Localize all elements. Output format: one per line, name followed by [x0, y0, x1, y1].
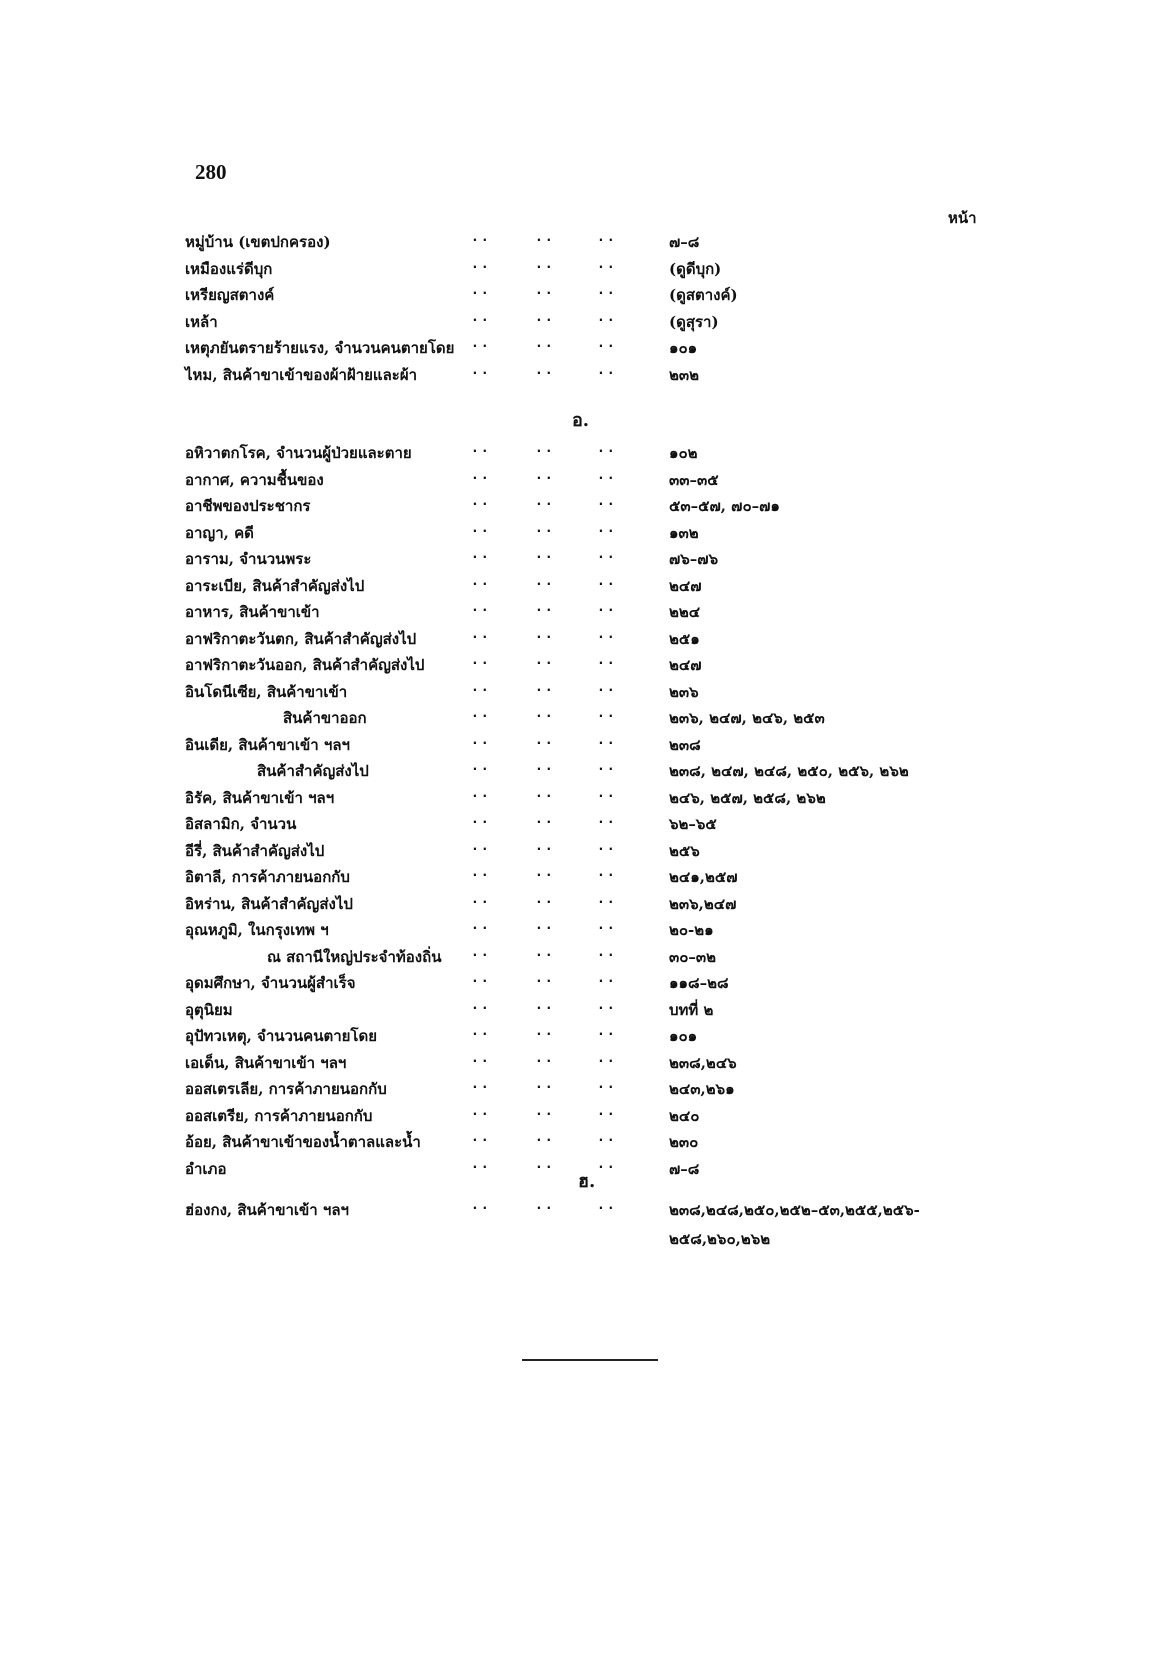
- index-entry: [185, 680, 1005, 704]
- page-ref: ๒๓๒: [669, 365, 700, 384]
- page-ref: ๑๑๘–๒๘: [669, 974, 729, 992]
- entry-label: อหิวาตกโรค, จำนวนผู้ป่วยและตาย: [185, 444, 412, 462]
- page-ref: ๒๔๓,๒๖๑: [669, 1080, 735, 1098]
- dot-leader: ..: [471, 256, 491, 272]
- dot-leader: ..: [597, 653, 617, 668]
- dot-leader: ..: [597, 600, 617, 615]
- page-ref: ๒๓๖: [669, 682, 699, 701]
- dot-leader: ..: [597, 1156, 617, 1172]
- page-ref: ๒๓๘: [669, 735, 701, 754]
- dot-leader: ..: [597, 1050, 617, 1066]
- page-ref: ๑๐๒: [669, 444, 698, 462]
- dot-leader: ..: [535, 838, 555, 854]
- dot-leader: ..: [471, 230, 491, 245]
- page-ref: (ดูสตางค์): [669, 286, 738, 304]
- dot-leader: ..: [535, 573, 555, 589]
- dot-leader: ..: [471, 494, 491, 509]
- dot-leader: ..: [597, 283, 617, 298]
- dot-leader: ..: [535, 1050, 555, 1066]
- dot-leader: ..: [471, 1077, 491, 1092]
- dot-leader: ..: [535, 1156, 555, 1172]
- index-entry: [185, 521, 1005, 545]
- dot-leader: ..: [535, 1103, 555, 1119]
- dot-leader: ..: [471, 732, 491, 748]
- index-entry: [185, 1130, 1005, 1154]
- index-entry: [185, 283, 1005, 307]
- index-entry: [185, 441, 1005, 465]
- page-ref: ๑๐๑: [669, 1027, 698, 1045]
- page-ref: ๒๔๗: [669, 576, 702, 595]
- dot-leader: ..: [597, 997, 617, 1013]
- dot-leader: ..: [535, 600, 555, 615]
- dot-leader: ..: [597, 865, 617, 880]
- dot-leader: ..: [535, 467, 555, 483]
- dot-leader: ..: [535, 256, 555, 272]
- entry-label: อำเภอ: [185, 1159, 227, 1178]
- entry-label: เหล้า: [185, 312, 218, 331]
- entry-label: เหตุภยันตรายร้ายแรง, จำนวนคนตายโดย: [185, 339, 455, 357]
- page-ref: ๒๕๑: [669, 629, 700, 648]
- page-ref: ๓๐–๓๒: [669, 947, 717, 966]
- dot-leader: ..: [535, 441, 555, 456]
- entry-label: ฮ่องกง, สินค้าขาเข้า ฯลฯ: [185, 1201, 349, 1219]
- end-rule: [522, 1359, 658, 1361]
- index-entry: [185, 468, 1005, 492]
- entry-label: อาชีพของประชากร: [185, 497, 311, 515]
- dot-leader: ..: [535, 362, 555, 378]
- entry-label: อุณหภูมิ, ในกรุงเทพ ฯ: [185, 921, 329, 939]
- page-ref: ๒๓๘,๒๔๘,๒๕๐,๒๕๒–๕๓,๒๕๕,๒๕๖-: [669, 1201, 920, 1219]
- dot-leader: ..: [597, 732, 617, 748]
- index-entry: [185, 1104, 1005, 1128]
- page-ref: บทที่ ๒: [669, 1000, 714, 1019]
- dot-leader: ..: [535, 706, 555, 721]
- dot-leader: ..: [535, 626, 555, 642]
- dot-leader: ..: [597, 1103, 617, 1119]
- dot-leader: ..: [535, 1130, 555, 1145]
- dot-leader: ..: [597, 891, 617, 907]
- entry-label: ออสเตรเลีย, การค้าภายนอกกับ: [185, 1080, 387, 1098]
- dot-leader: ..: [471, 600, 491, 615]
- dot-leader: ..: [597, 573, 617, 589]
- entry-label: อาฟริกาตะวันออก, สินค้าสำคัญส่งไป: [185, 656, 425, 674]
- dot-leader: ..: [597, 785, 617, 801]
- dot-leader: ..: [471, 362, 491, 378]
- dot-leader: ..: [597, 547, 617, 562]
- entry-label: อาฟริกาตะวันตก, สินค้าสำคัญส่งไป: [185, 629, 417, 648]
- entry-label: อิตาลี, การค้าภายนอกกับ: [185, 868, 350, 886]
- page-ref: ๒๓๘,๒๔๖: [669, 1053, 737, 1072]
- index-entry: [185, 257, 1005, 281]
- index-entry: [185, 1198, 1005, 1222]
- page-ref: (ดูดีบุก): [669, 259, 722, 278]
- dot-leader: ..: [535, 865, 555, 880]
- dot-leader: ..: [471, 283, 491, 298]
- index-entry: [185, 786, 1005, 810]
- dot-leader: ..: [471, 1198, 491, 1213]
- page-ref: ๕๓–๕๗, ๗๐–๗๑: [669, 497, 780, 515]
- page-ref: ๒๔๗: [669, 656, 702, 674]
- dot-leader: ..: [597, 1024, 617, 1039]
- dot-leader: ..: [535, 309, 555, 325]
- dot-leader: ..: [597, 918, 617, 933]
- index-entry: [185, 918, 1005, 942]
- index-entry: [185, 627, 1005, 651]
- entry-label: อ้อย, สินค้าขาเข้าของน้ำตาลและน้ำ: [185, 1133, 421, 1151]
- dot-leader: ..: [597, 1130, 617, 1145]
- entry-label: เอเด็น, สินค้าขาเข้า ฯลฯ: [185, 1053, 347, 1072]
- dot-leader: ..: [471, 467, 491, 483]
- index-entry: [185, 839, 1005, 863]
- entry-label: ไหม, สินค้าขาเข้าของผ้าฝ้ายและผ้า: [185, 365, 418, 384]
- dot-leader: ..: [471, 971, 491, 986]
- dot-leader: ..: [471, 997, 491, 1013]
- page-ref: ๒๐-๒๑: [669, 921, 714, 939]
- dot-leader: ..: [597, 706, 617, 721]
- page-ref: ๑๐๑: [669, 339, 698, 357]
- entry-label: อาญา, คดี: [185, 523, 254, 542]
- dot-leader: ..: [535, 520, 555, 536]
- entry-label: อุปัทวเหตุ, จำนวนคนตายโดย: [185, 1027, 378, 1045]
- dot-leader: ..: [471, 706, 491, 721]
- dot-leader: ..: [471, 679, 491, 695]
- dot-leader: ..: [471, 653, 491, 668]
- dot-leader: ..: [471, 1130, 491, 1145]
- dot-leader: ..: [471, 812, 491, 827]
- section-heading-o: อ.: [572, 410, 590, 431]
- dot-leader: ..: [597, 838, 617, 854]
- dot-leader: ..: [471, 891, 491, 907]
- page-ref: ๓๓–๓๕: [669, 470, 719, 489]
- page-ref: ๒๓๘, ๒๔๗, ๒๔๘, ๒๕๐, ๒๕๖, ๒๖๒: [669, 762, 909, 780]
- index-entry: [185, 547, 1005, 571]
- page-ref: ๒๓๖, ๒๔๗, ๒๔๖, ๒๕๓: [669, 709, 825, 727]
- dot-leader: ..: [535, 653, 555, 668]
- dot-leader: ..: [597, 971, 617, 986]
- dot-leader: ..: [535, 494, 555, 509]
- page-ref: ๖๒–๖๕: [669, 815, 717, 833]
- entry-label: อินเดีย, สินค้าขาเข้า ฯลฯ: [185, 735, 350, 754]
- entry-label: อิสลามิก, จำนวน: [185, 815, 297, 833]
- dot-leader: ..: [535, 1198, 555, 1213]
- entry-label: เหรียญสตางค์: [185, 286, 275, 304]
- dot-leader: ..: [597, 626, 617, 642]
- dot-leader: ..: [471, 1103, 491, 1119]
- dot-leader: ..: [597, 230, 617, 245]
- dot-leader: ..: [597, 1077, 617, 1092]
- index-entry: [185, 494, 1005, 518]
- dot-leader: ..: [471, 865, 491, 880]
- page-ref: ๒๔๑,๒๕๗: [669, 868, 738, 886]
- dot-leader: ..: [471, 944, 491, 960]
- dot-leader: ..: [597, 362, 617, 378]
- entry-label: อุตุนิยม: [185, 1000, 233, 1019]
- index-entry: [185, 865, 1005, 889]
- dot-leader: ..: [535, 547, 555, 562]
- dot-leader: ..: [597, 336, 617, 351]
- entry-label: อาระเบีย, สินค้าสำคัญส่งไป: [185, 576, 365, 595]
- index-entry: [185, 1077, 1005, 1101]
- entry-label: ณ สถานีใหญ่ประจำท้องถิ่น: [267, 947, 442, 966]
- index-entry: [185, 892, 1005, 916]
- dot-leader: ..: [471, 838, 491, 854]
- page-ref: ๑๓๒: [669, 523, 699, 542]
- page-column-header: หน้า: [948, 209, 977, 227]
- dot-leader: ..: [535, 812, 555, 827]
- dot-leader: ..: [471, 336, 491, 351]
- dot-leader: ..: [471, 573, 491, 589]
- dot-leader: ..: [471, 626, 491, 642]
- dot-leader: ..: [597, 494, 617, 509]
- page-ref: ๗๖–๗๖: [669, 550, 719, 568]
- dot-leader: ..: [471, 520, 491, 536]
- page-ref: ๒๓๐: [669, 1133, 699, 1151]
- index-entry: [185, 812, 1005, 836]
- dot-leader: ..: [535, 1077, 555, 1092]
- dot-leader: ..: [471, 918, 491, 933]
- dot-leader: ..: [597, 520, 617, 536]
- index-entry: [185, 574, 1005, 598]
- dot-leader: ..: [471, 547, 491, 562]
- dot-leader: ..: [535, 785, 555, 801]
- dot-leader: ..: [535, 944, 555, 960]
- index-entry: [185, 600, 1005, 624]
- index-entry: [185, 653, 1005, 677]
- dot-leader: ..: [597, 812, 617, 827]
- dot-leader: ..: [535, 759, 555, 774]
- dot-leader: ..: [597, 441, 617, 456]
- entry-label: อาราม, จำนวนพระ: [185, 550, 312, 568]
- dot-leader: ..: [471, 759, 491, 774]
- dot-leader: ..: [471, 1024, 491, 1039]
- index-entry: [185, 230, 1005, 254]
- entry-label: อากาศ, ความชื้นของ: [185, 470, 324, 489]
- page-ref: ๒๔๖, ๒๕๗, ๒๕๘, ๒๖๒: [669, 788, 826, 807]
- dot-leader: ..: [471, 441, 491, 456]
- dot-leader: ..: [471, 785, 491, 801]
- dot-leader: ..: [535, 336, 555, 351]
- index-entry: [185, 998, 1005, 1022]
- entry-label: เหมืองแร่ดีบุก: [185, 259, 273, 278]
- index-entry: [185, 706, 1005, 730]
- page-ref: ๒๔๐: [669, 1106, 700, 1125]
- index-entry: [185, 733, 1005, 757]
- dot-leader: ..: [535, 971, 555, 986]
- dot-leader: ..: [535, 1024, 555, 1039]
- page-ref: ๒๒๔: [669, 603, 701, 621]
- entry-label: สินค้าขาออก: [283, 709, 367, 727]
- dot-leader: ..: [535, 918, 555, 933]
- section-heading-h: ฮ.: [578, 1171, 596, 1192]
- index-entry: [185, 310, 1005, 334]
- dot-leader: ..: [535, 283, 555, 298]
- dot-leader: ..: [535, 732, 555, 748]
- entry-label: อิรัค, สินค้าขาเข้า ฯลฯ: [185, 788, 335, 807]
- dot-leader: ..: [597, 944, 617, 960]
- page-ref: ๒๓๖,๒๔๗: [669, 894, 737, 913]
- dot-leader: ..: [597, 1198, 617, 1213]
- entry-label: หมู่บ้าน (เขตปกครอง): [185, 233, 331, 251]
- index-entry: [185, 336, 1005, 360]
- page-ref: ๒๕๖: [669, 841, 700, 860]
- index-entry: [185, 1024, 1005, 1048]
- dot-leader: ..: [535, 891, 555, 907]
- entry-label: อุดมศึกษา, จำนวนผู้สำเร็จ: [185, 974, 356, 992]
- index-entry: [185, 759, 1005, 783]
- page-number: 280: [195, 160, 227, 184]
- page-ref: ๗–๘: [669, 233, 700, 251]
- dot-leader: ..: [535, 997, 555, 1013]
- entry-label: อินโดนีเซีย, สินค้าขาเข้า: [185, 682, 348, 701]
- dot-leader: ..: [471, 1156, 491, 1172]
- index-entry: [185, 945, 1005, 969]
- index-entry: [185, 363, 1005, 387]
- index-entry: [185, 971, 1005, 995]
- dot-leader: ..: [597, 759, 617, 774]
- dot-leader: ..: [597, 467, 617, 483]
- entry-label: อิหร่าน, สินค้าสำคัญส่งไป: [185, 894, 353, 913]
- dot-leader: ..: [535, 230, 555, 245]
- dot-leader: ..: [597, 256, 617, 272]
- entry-label: อาหาร, สินค้าขาเข้า: [185, 603, 320, 621]
- entry-label: ออสเตรีย, การค้าภายนอกกับ: [185, 1106, 373, 1125]
- page-ref-continued: ๒๕๘,๒๖๐,๒๖๒: [669, 1230, 771, 1248]
- dot-leader: ..: [597, 679, 617, 695]
- entry-label: อีรี่, สินค้าสำคัญส่งไป: [185, 841, 325, 860]
- dot-leader: ..: [471, 1050, 491, 1066]
- dot-leader: ..: [471, 309, 491, 325]
- page-ref: ๗–๘: [669, 1159, 700, 1178]
- dot-leader: ..: [535, 679, 555, 695]
- page-ref: (ดูสุรา): [669, 312, 719, 331]
- dot-leader: ..: [597, 309, 617, 325]
- entry-label: สินค้าสำคัญส่งไป: [257, 762, 369, 780]
- index-entry: [185, 1051, 1005, 1075]
